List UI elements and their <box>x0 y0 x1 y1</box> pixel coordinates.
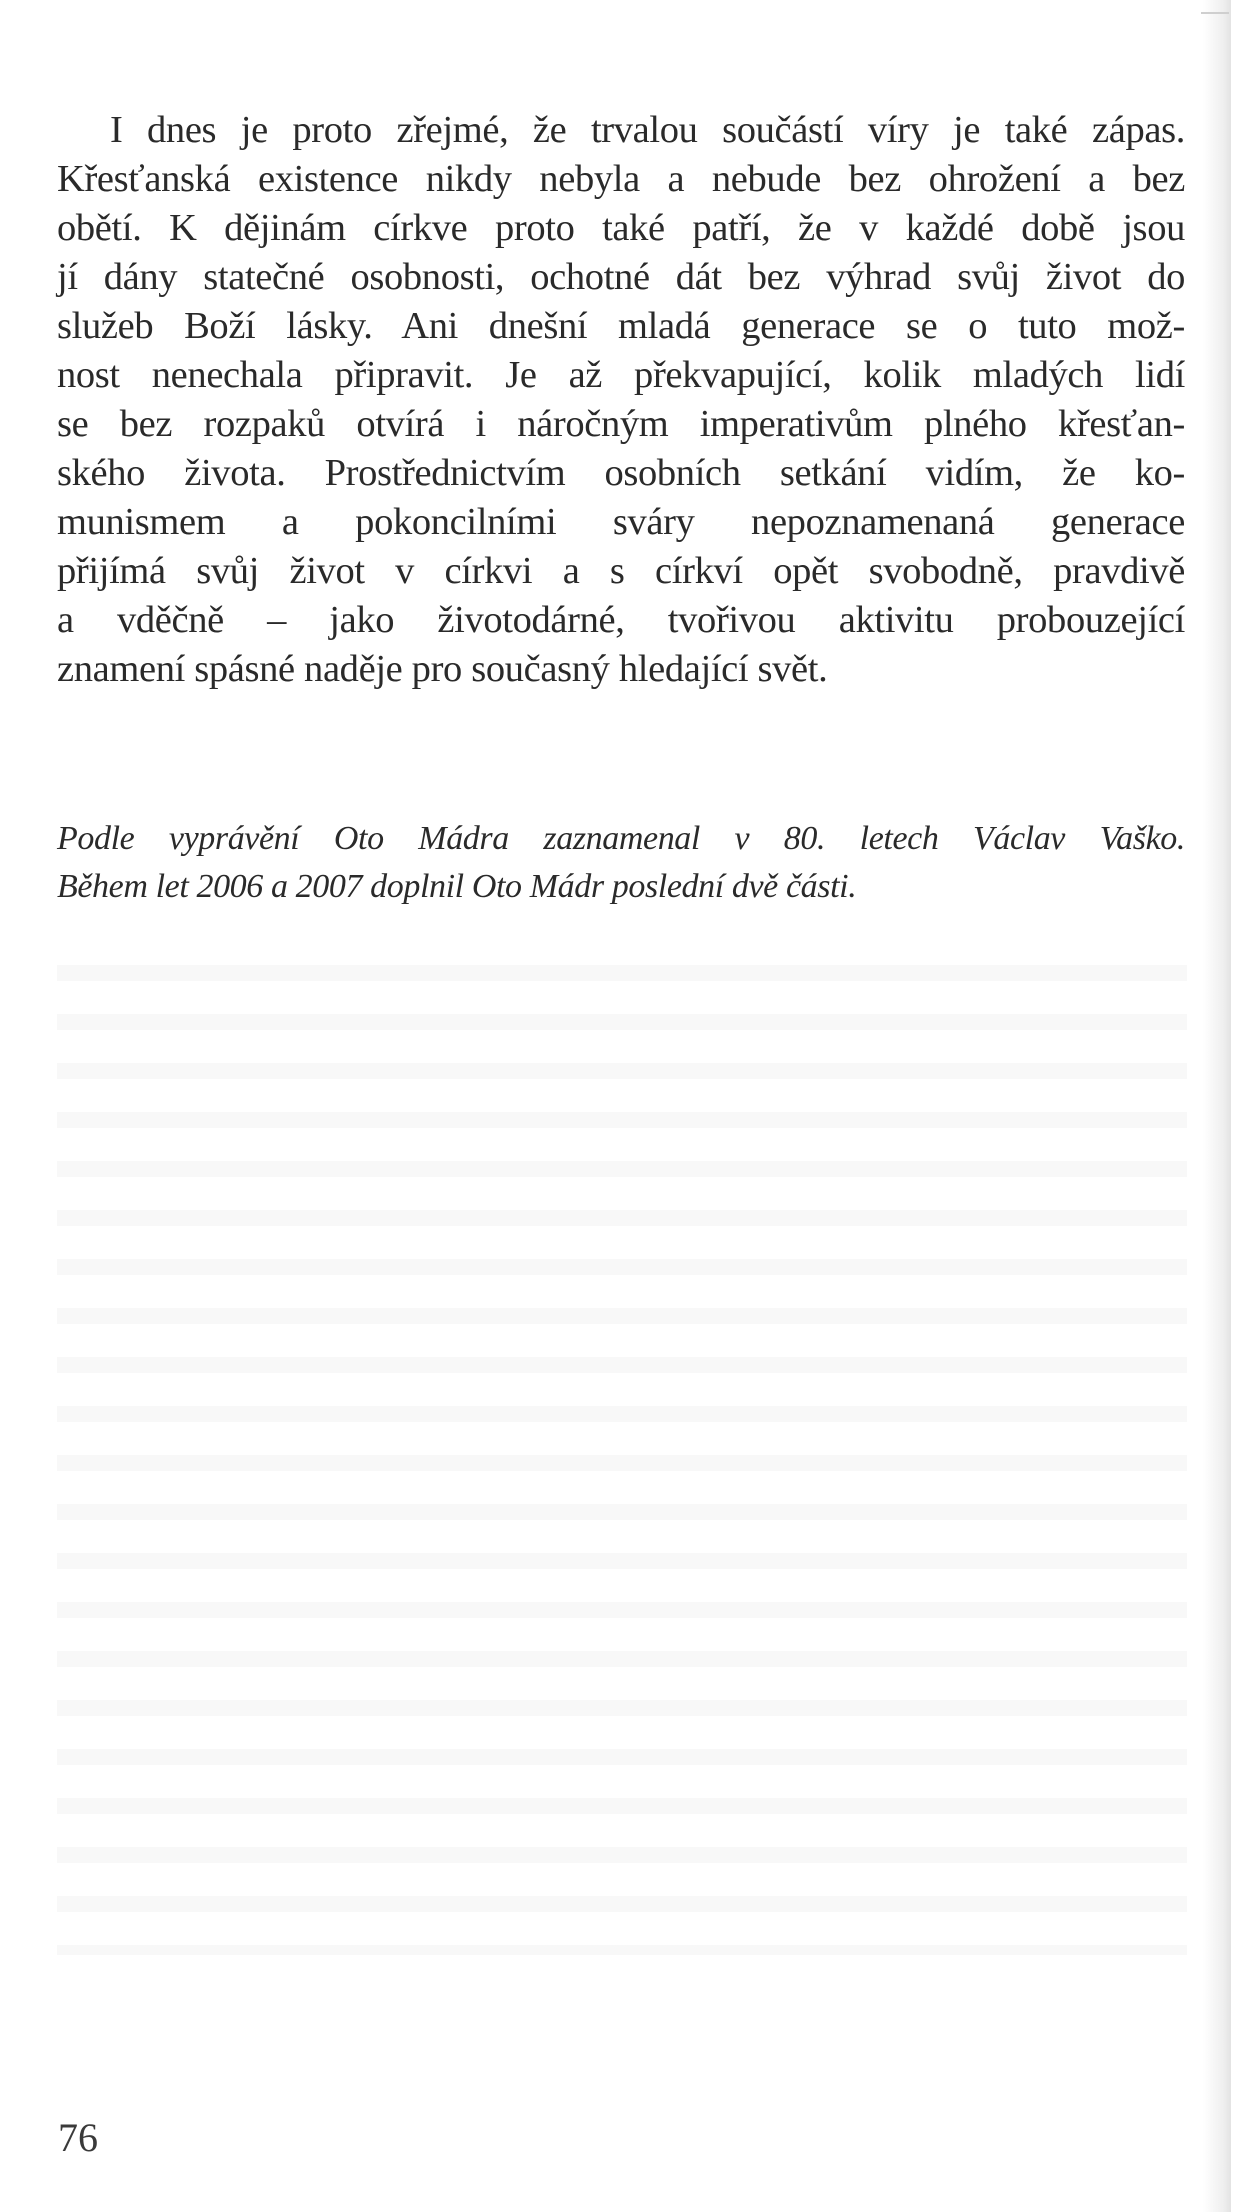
text-line: ského života. Prostřednictvím osobních setkání vidím, že ko- <box>57 452 1185 494</box>
text-line: znamení spásné naděje pro současný hledající svět. <box>57 648 828 690</box>
text-line: přijímá svůj život v církvi a s církví opět svobodně, pravdivě <box>57 550 1185 592</box>
text-line: I dnes je proto zřejmé, že trvalou součástí víry je také zápas. <box>110 109 1185 151</box>
text-line: munismem a pokoncilními sváry nepoznamenaná generace <box>57 501 1185 543</box>
scan-mark <box>1201 12 1229 14</box>
page-number: 76 <box>58 2115 98 2160</box>
attribution-note <box>57 815 1185 911</box>
text-line: jí dány statečné osobnosti, ochotné dát bez výhrad svůj život do <box>57 256 1185 298</box>
text-line: se bez rozpaků otvírá i náročným imperativům plného křesťan- <box>57 403 1185 445</box>
text-line: nost nenechala připravit. Je až překvapující, kolik mladých lidí <box>57 354 1185 396</box>
attribution-line: Během let 2006 a 2007 doplnil Oto Mádr poslední dvě části. <box>57 868 857 905</box>
body-paragraph <box>57 106 1185 694</box>
text-line: obětí. K dějinám církve proto také patří, že v každé době jsou <box>57 207 1185 249</box>
text-line: Křesťanská existence nikdy nebyla a nebude bez ohrožení a bez <box>57 158 1185 200</box>
reverse-side-show-through <box>57 935 1187 1955</box>
page-edge <box>1231 0 1249 2212</box>
text-line: služeb Boží lásky. Ani dnešní mladá generace se o tuto mož- <box>57 305 1185 347</box>
attribution-line: Podle vyprávění Oto Mádra zaznamenal v 80. letech Václav Vaško. <box>57 820 1185 857</box>
text-line: a vděčně – jako životodárné, tvořivou aktivitu probouzející <box>57 599 1185 641</box>
